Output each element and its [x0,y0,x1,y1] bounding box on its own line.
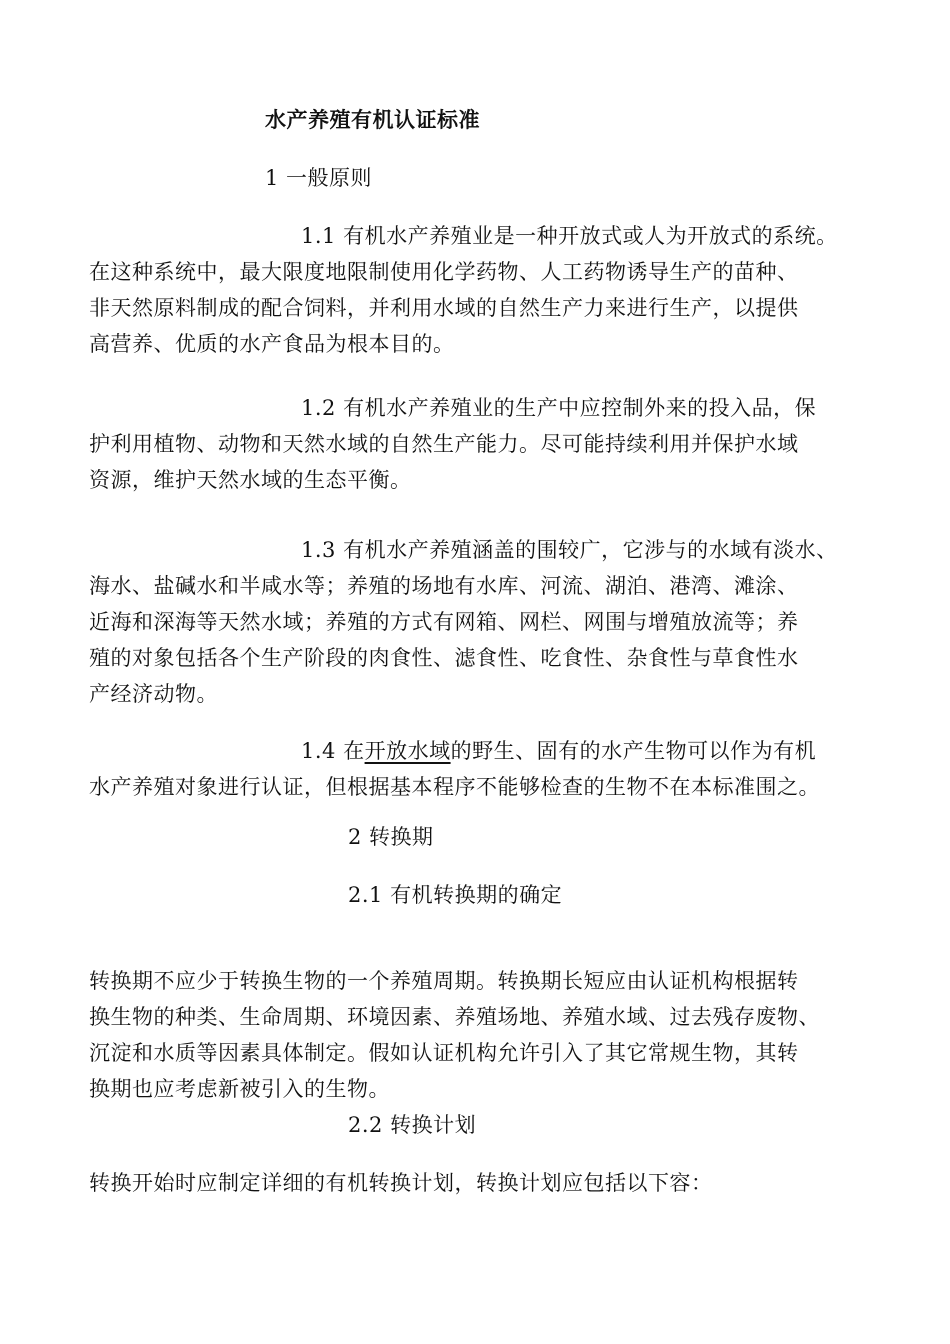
paragraph-line: 1.2 有机水产养殖业的生产中应控制外来的投入品，保 [301,396,817,420]
paragraph-1-2 [89,390,889,498]
paragraph-line: 非天然原料制成的配合饲料，并利用水域的自然生产力来进行生产，以提供 [89,296,799,320]
paragraph-line: 换生物的种类、生命周期、环境因素、养殖场地、养殖水域、过去残存废物、 [89,1005,820,1029]
paragraph-text: 的野生、固有的水产生物可以作为有机 [450,739,817,763]
paragraph-line: 近海和深海等天然水域；养殖的方式有网箱、网栏、网围与增殖放流等；养 [89,610,799,634]
section-1-heading: 1 一般原则 [265,166,373,190]
paragraph-line: 在这种系统中，最大限度地限制使用化学药物、人工药物诱导生产的苗种、 [89,260,799,284]
paragraph-line: 高营养、优质的水产食品为根本目的。 [89,332,455,356]
paragraph-text: 1.4 在 [301,739,365,763]
paragraph-line: 护利用植物、动物和天然水域的自然生产能力。尽可能持续利用并保护水域 [89,432,799,456]
paragraph-line: 沉淀和水质等因素具体制定。假如认证机构允许引入了其它常规生物，其转 [89,1041,799,1065]
paragraph-line [89,733,889,769]
paragraph-1-1 [89,218,889,362]
section-2-heading: 2 转换期 [348,825,434,849]
paragraph-line: 产经济动物。 [89,682,218,706]
paragraph-2-2: 转换开始时应制定详细的有机转换计划，转换计划应包括以下容： [89,1171,713,1195]
paragraph-line: 海水、盐碱水和半咸水等；养殖的场地有水库、河流、湖泊、港湾、滩涂、 [89,574,799,598]
paragraph-line: 水产养殖对象进行认证，但根据基本程序不能够检查的生物不在本标准围之。 [89,775,820,799]
paragraph-line: 殖的对象包括各个生产阶段的肉食性、滤食性、吃食性、杂食性与草食性水 [89,646,799,670]
document-title: 水产养殖有机认证标准 [265,108,480,132]
paragraph-1-3 [89,532,889,712]
paragraph-line: 换期也应考虑新被引入的生物。 [89,1077,390,1101]
paragraph-line: 资源，维护天然水域的生态平衡。 [89,468,412,492]
paragraph-2-1 [89,963,889,1107]
section-2-1-heading: 2.1 有机转换期的确定 [348,883,563,907]
open-waters-link[interactable]: 开放水域 [364,739,451,763]
paragraph-line: 1.3 有机水产养殖涵盖的围较广，它涉与的水域有淡水、 [301,538,838,562]
section-2-2-heading: 2.2 转换计划 [348,1113,477,1137]
paragraph-1-4 [89,733,889,805]
paragraph-line: 1.1 有机水产养殖业是一种开放式或人为开放式的系统。 [301,224,838,248]
paragraph-line: 转换期不应少于转换生物的一个养殖周期。转换期长短应由认证机构根据转 [89,969,799,993]
